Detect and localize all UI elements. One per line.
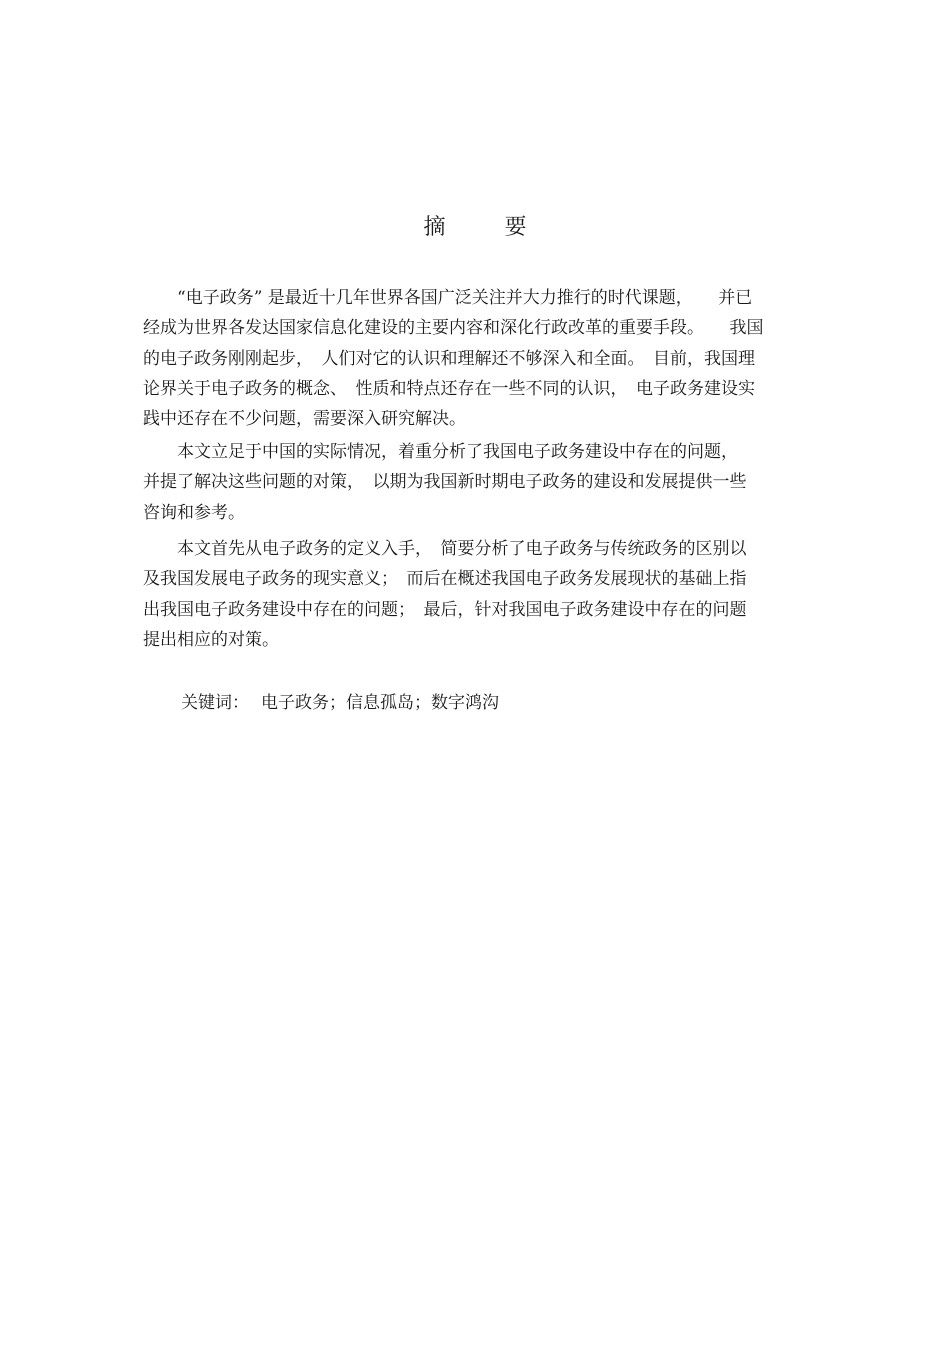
paragraph-line: “电子政务” 是最近十几年世界各国广泛关注并大力推行的时代课题， 并已 xyxy=(143,288,753,308)
paragraph-line: 提出相应的对策。 xyxy=(143,629,279,650)
abstract-paragraph-3 xyxy=(143,534,808,655)
abstract-paragraph-2 xyxy=(143,437,808,528)
paragraph-line: 践中还存在不少问题，需要深入研究解决。 xyxy=(143,409,466,430)
paragraph-line: 咨询和参考。 xyxy=(143,502,245,523)
paragraph-line: 并提了解决这些问题的对策， 以期为我国新时期电子政务的建设和发展提供一些 xyxy=(143,472,747,493)
paragraph-line: 经成为世界各发达国家信息化建设的主要内容和深化行政改革的重要手段。 我国 xyxy=(143,318,764,339)
paragraph-line: 的电子政务刚刚起步， 人们对它的认识和理解还不够深入和全面。 目前，我国理 xyxy=(143,348,755,369)
paragraph-line: 论界关于电子政务的概念、 性质和特点还存在一些不同的认识， 电子政务建设实 xyxy=(143,378,755,399)
keywords-label: 关键词： xyxy=(181,693,249,713)
keywords-line xyxy=(181,688,499,718)
keywords-value: 电子政务；信息孤岛；数字鸿沟 xyxy=(261,693,499,713)
paragraph-line: 本文立足于中国的实际情况，着重分析了我国电子政务建设中存在的问题， xyxy=(143,442,738,462)
paragraph-line: 本文首先从电子政务的定义入手， 简要分析了电子政务与传统政务的区别以 xyxy=(143,539,747,559)
paragraph-line: 及我国发展电子政务的现实意义； 而后在概述我国电子政务发展现状的基础上指 xyxy=(143,569,747,590)
paragraph-line: 出我国电子政务建设中存在的问题； 最后，针对我国电子政务建设中存在的问题 xyxy=(143,599,747,620)
abstract-paragraph-1 xyxy=(143,283,808,434)
page-title: 摘 要 xyxy=(423,215,553,240)
